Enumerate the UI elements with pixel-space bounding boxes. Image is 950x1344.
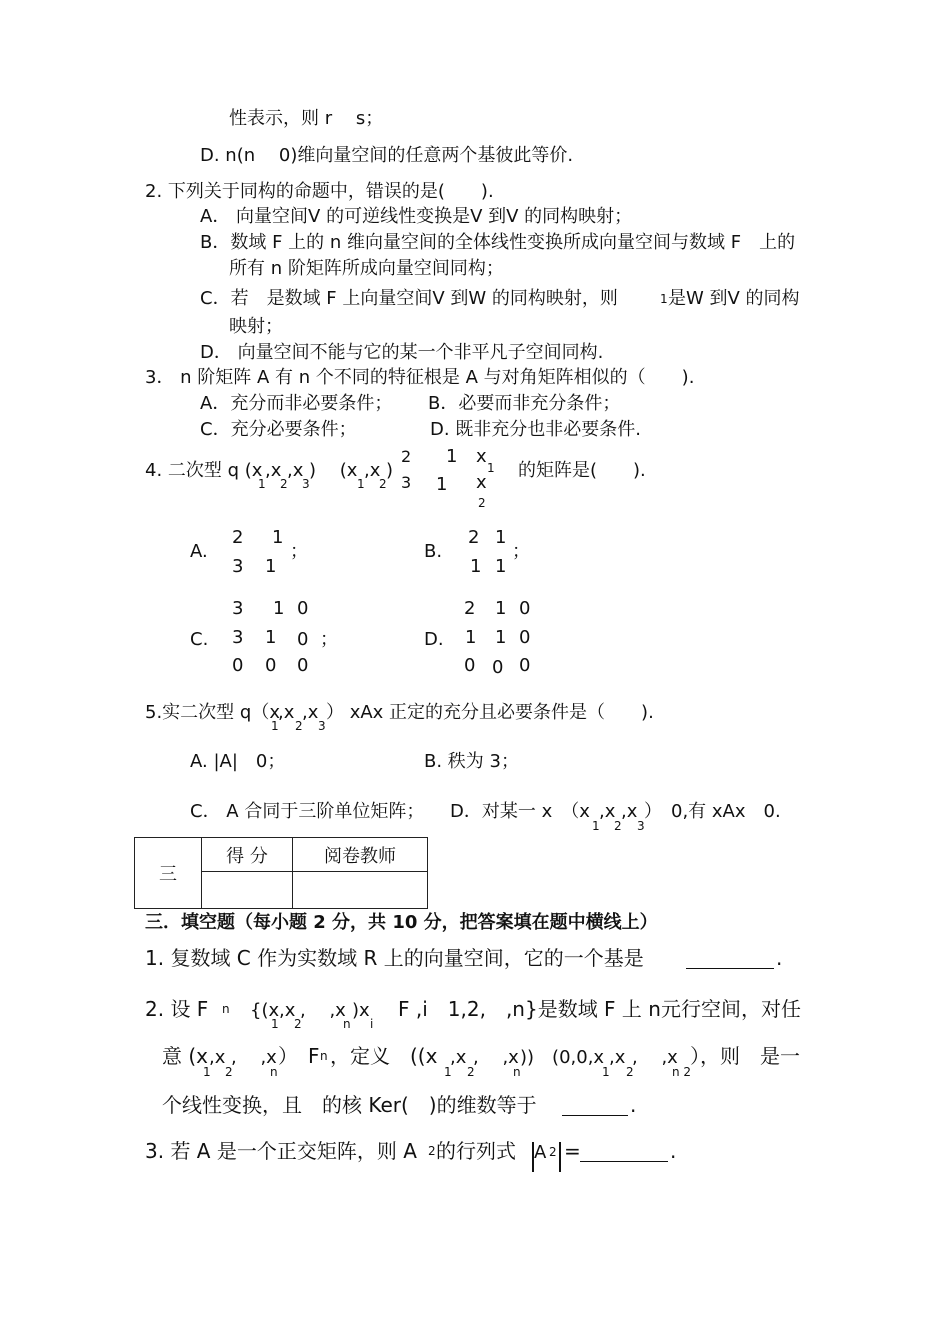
det-bar-right	[559, 1142, 561, 1172]
q3-stem: 3． n 阶矩阵 A 有 n 个不同的特征根是 A 与对角矩阵相似的（ ).	[145, 367, 695, 388]
score-table	[134, 837, 428, 909]
q2-option-b-line1: B．数域 F 上的 n 维向量空间的全体线性变换所成向量空间与数域 F 上的	[200, 232, 796, 253]
fill2-line3: 个线性变换，且 的核 Ker( )的维数等于	[162, 1093, 537, 1117]
q1-line: 性表示，则 r s；	[229, 108, 384, 129]
q2-option-c-line1b: 是W 到V 的同构	[668, 288, 800, 309]
section-number: 三	[135, 838, 202, 909]
q3-option-d: D. 既非充分也非必要条件.	[430, 419, 642, 440]
fill1-period: .	[776, 946, 783, 970]
q2-option-c-line2: 映射；	[229, 316, 283, 337]
fill1-blank[interactable]	[686, 950, 774, 969]
q1-option-d: D. n(n 0)维向量空间的任意两个基彼此等价.	[200, 145, 574, 166]
score-header: 得 分	[202, 838, 293, 872]
q3-option-b: B．必要而非充分条件；	[428, 393, 621, 414]
q2-stem: 2. 下列关于同构的命题中，错误的是( ).	[145, 181, 494, 202]
fill3-blank[interactable]	[580, 1143, 668, 1162]
q2-option-a: A． 向量空间V 的可逆线性变换是V 到V 的同构映射；	[200, 206, 633, 227]
grader-cell[interactable]	[293, 872, 428, 909]
section3-title: 三．填空题（每小题 2 分，共 10 分，把答案填在题中横线上）	[145, 912, 658, 933]
q3-option-a: A．充分而非必要条件；	[200, 393, 393, 414]
q4-stem-tail: 的矩阵是( ).	[518, 460, 646, 481]
fill2-blank[interactable]	[562, 1097, 628, 1116]
q2-option-c-line1: C．若 是数域 F 上向量空间V 到W 的同构映射，则	[200, 288, 618, 309]
q2-option-b-line2: 所有 n 阶矩阵所成向量空间同构；	[229, 258, 504, 279]
q5-option-c: C． A 合同于三阶单位矩阵；	[190, 801, 425, 822]
q5-option-a: A. |A| 0；	[190, 751, 286, 772]
q5-option-b: B. 秩为 3；	[424, 751, 519, 772]
q2-option-c-superscript: 1	[660, 292, 668, 306]
fill2-period: .	[630, 1093, 637, 1117]
fill1-text: 1. 复数域 C 作为实数域 R 上的向量空间，它的一个基是	[145, 946, 644, 970]
q2-option-d: D． 向量空间不能与它的某一个非平凡子空间同构.	[200, 342, 604, 363]
score-cell[interactable]	[202, 872, 293, 909]
q3-option-c: C．充分必要条件；	[200, 419, 357, 440]
fill3-period: .	[670, 1139, 677, 1163]
grader-header: 阅卷教师	[293, 838, 428, 872]
